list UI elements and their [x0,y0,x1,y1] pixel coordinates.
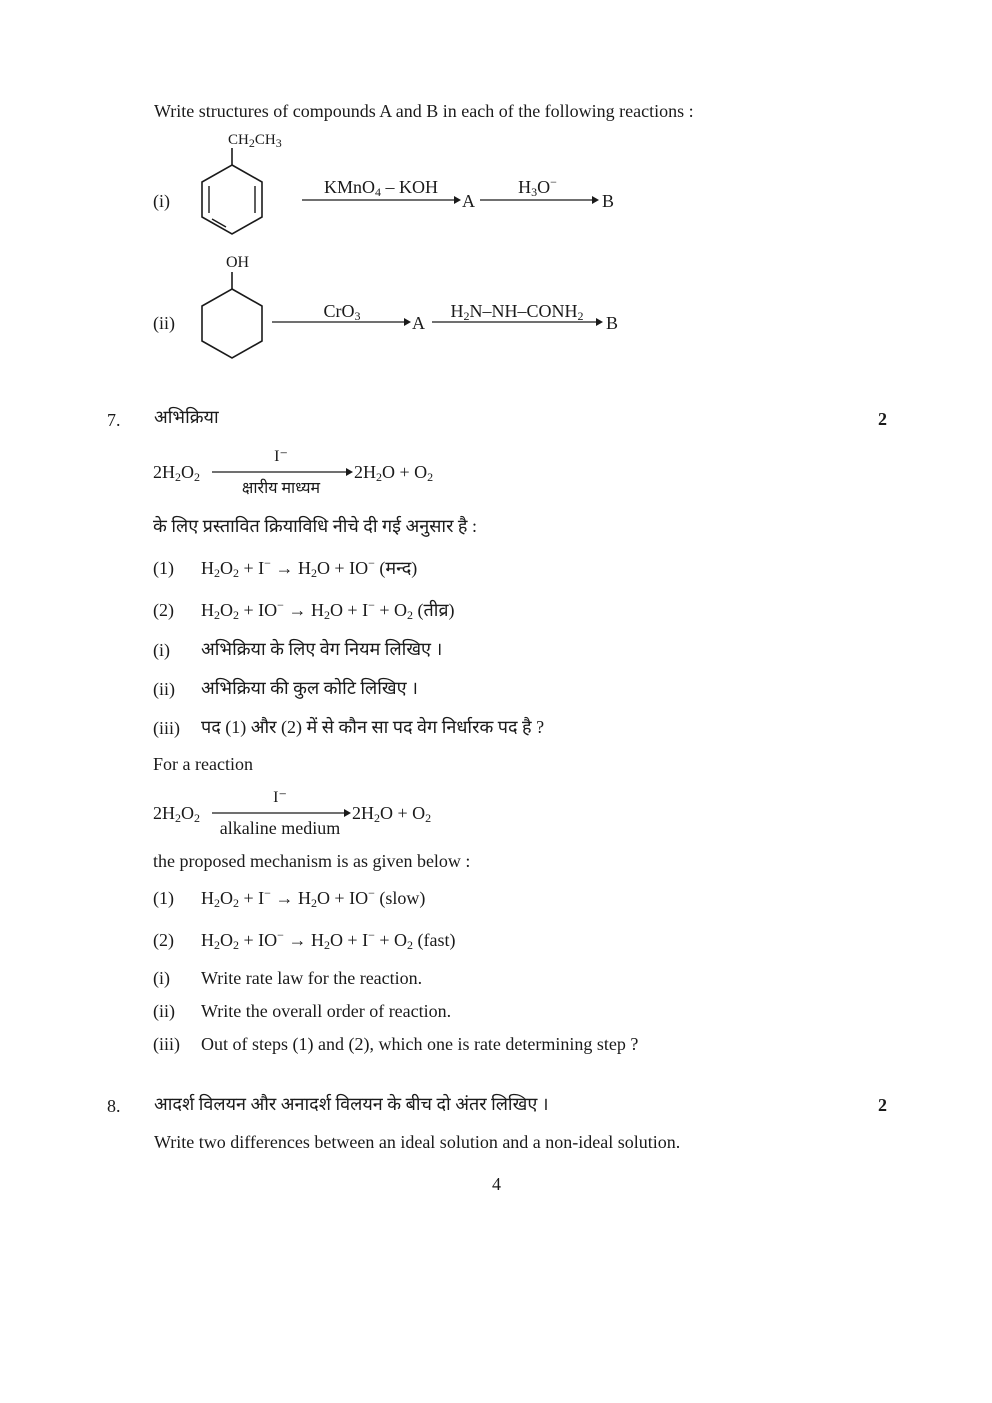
product-b-i: B [602,191,615,211]
ethylbenzene-structure [195,148,270,243]
reagent-h3o: $H_3O^-$ [518,175,557,199]
product-a-i: A [462,191,475,211]
hindi-mechanism-intro: के लिए प्रस्तावित क्रियाविधि नीचे दी गई अनुसार है : [153,516,477,536]
reagent-semicarbazide: $H_2N-NH-CONH_2$ [450,301,584,323]
hindi-eq-condition: क्षारीय माध्यम [241,480,321,497]
oh-substituent-label: OH [226,254,250,271]
hindi-eq-reactant: $2H_2O_2$ [153,462,200,484]
hindi-step2-label: (2) [153,600,174,620]
hindi-q-ii-text: अभिक्रिया की कुल कोटि लिखिए । [201,678,418,698]
hindi-step1-equation: $H_2O_2 + I^- \to H_2O + IO^-$ (मन्द) [201,556,418,580]
page-number: 4 [492,1174,501,1194]
hindi-eq-products: $2H_2O + O_2$ [354,462,434,484]
q6-intro: Write structures of compounds A and B in each of the following reactions : [154,101,694,121]
hindi-step2-equation: $H_2O_2 + IO^- \to H_2O + I^- + O_2$ (तीव्र) [201,598,455,622]
en-step1-rate: (slow) [379,888,426,908]
reagent-kmno4-koh: KMnO$_4$ – KOH [323,177,438,199]
q8-marks: 2 [878,1095,887,1115]
en-mechanism-intro: the proposed mechanism is as given below : [153,851,471,871]
en-step2-label: (2) [153,930,174,950]
en-eq-products: $2H_2O + O_2$ [352,803,432,825]
cyclohexanol-structure [195,272,270,367]
arrow-2 [480,194,600,206]
hindi-q-ii-label: (ii) [153,679,175,699]
q8-hindi: आदर्श विलयन और अनादर्श विलयन के बीच दो अंतर लिखिए । [154,1094,549,1114]
en-q-iii-text: Out of steps (1) and (2), which one is rate determining step ? [201,1034,639,1054]
hindi-step2-rate: (तीव्र) [417,600,455,620]
en-q-ii-text: Write the overall order of reaction. [201,1001,452,1021]
reagent-cro3: CrO$_3$ [323,301,361,323]
arrow-4 [432,316,604,328]
q6-part-i-label: (i) [153,191,170,211]
hindi-step1-label: (1) [153,558,174,578]
en-step2-rate: (fast) [417,930,456,950]
en-q-ii-label: (ii) [153,1001,175,1021]
hindi-step1-rate: (मन्द) [379,558,418,578]
product-b-ii: B [606,313,619,333]
arrow-1 [302,194,462,206]
q6-part-ii-label: (ii) [153,313,175,333]
arrow-3 [272,316,412,328]
hindi-eq-catalyst: I⁻ [274,448,288,465]
ethyl-substituent-label: $CH_2CH_3$ [228,132,282,150]
en-q-i-text: Write rate law for the reaction. [201,968,423,988]
q7-hindi-title: अभिक्रिया [154,407,219,427]
en-eq-catalyst: I⁻ [273,789,287,806]
hindi-eq-arrow [212,466,354,478]
q7-number: 7. [107,410,121,430]
hindi-q-iii-text: पद (1) और (2) में से कौन सा पद वेग निर्धारक पद है ? [201,717,545,737]
hindi-q-i-text: अभिक्रिया के लिए वेग नियम लिखिए । [201,639,443,659]
en-step2-equation: $H_2O_2 + IO^- \to H_2O + I^- + O_2$ (fast) [201,928,456,952]
q8-english: Write two differences between an ideal solution and a non-ideal solution. [154,1132,681,1152]
en-eq-reactant: $2H_2O_2$ [153,803,200,825]
en-step1-label: (1) [153,888,174,908]
hindi-q-iii-label: (iii) [153,718,180,738]
product-a-ii: A [412,313,425,333]
en-q-i-label: (i) [153,968,170,988]
en-intro: For a reaction [153,754,253,774]
en-q-iii-label: (iii) [153,1034,180,1054]
q7-marks: 2 [878,409,887,429]
en-step1-equation: $H_2O_2 + I^- \to H_2O + IO^-$ (slow) [201,886,426,910]
en-eq-condition: alkaline medium [219,818,341,838]
hindi-q-i-label: (i) [153,640,170,660]
q8-number: 8. [107,1096,121,1116]
